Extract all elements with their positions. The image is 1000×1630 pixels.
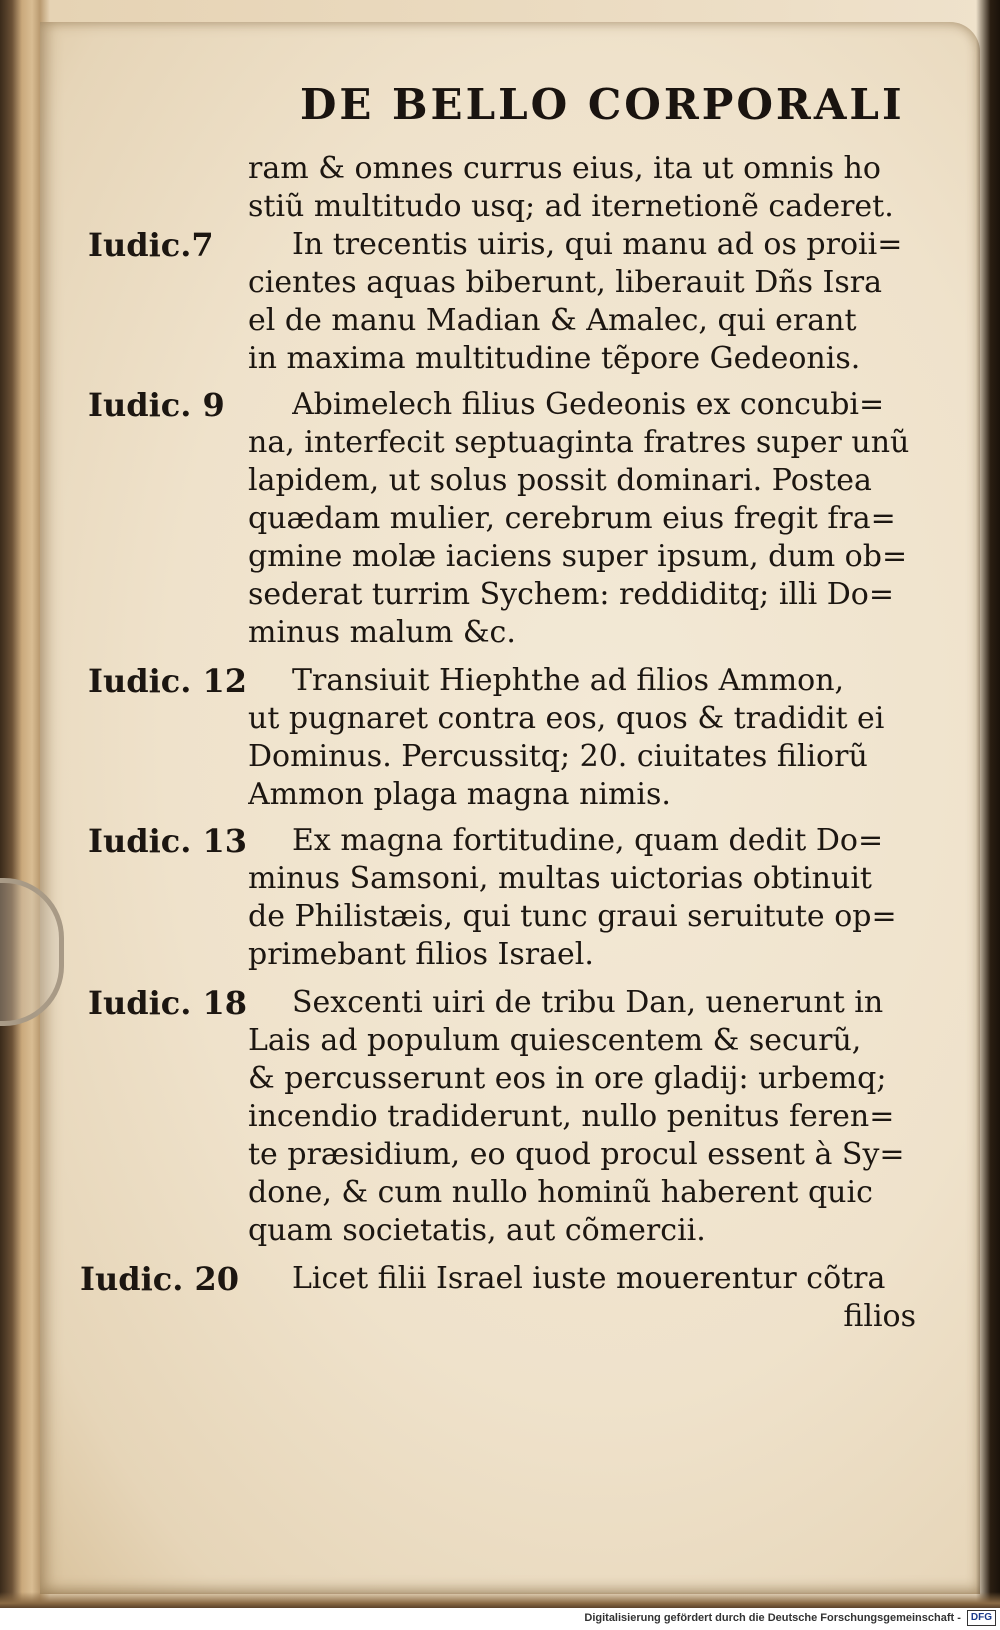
text-line: na, interfecit septuaginta fratres super unũ	[248, 425, 910, 460]
text-line: te præsidium, eo quod procul essent à Sy=	[248, 1137, 905, 1172]
text-line: de Philistæis, qui tunc graui seruitute op=	[248, 899, 897, 934]
margin-reference: Iudic. 12	[88, 662, 248, 700]
running-head: DE BELLO CORPORALI	[300, 80, 905, 129]
credit-text: Digitalisierung gefördert durch die Deutsche Forschungsgemeinschaft -	[584, 1612, 961, 1624]
catchword: filios	[843, 1299, 916, 1334]
text-line: stiũ multitudo usq; ad iternetionẽ caderet.	[248, 189, 894, 224]
text-line: Transiuit Hiephthe ad filios Ammon,	[292, 663, 845, 698]
page-edge-right	[976, 0, 1000, 1608]
text-line: quædam mulier, cerebrum eius fregit fra=	[248, 501, 896, 536]
text-line: Licet filii Israel iuste mouerentur cõtra	[292, 1261, 886, 1296]
text-line: gmine molæ iaciens super ipsum, dum ob=	[248, 539, 908, 574]
text-line: in maxima multitudine tẽpore Gedeonis.	[248, 341, 861, 376]
text-line: cientes aquas biberunt, liberauit Dñs Isra	[248, 265, 882, 300]
text-line: Dominus. Percussitq; 20. ciuitates filiorũ	[248, 739, 868, 774]
text-line: quam societatis, aut cõmercii.	[248, 1213, 706, 1248]
digitization-credit	[584, 1608, 996, 1628]
text-line: done, & cum nullo hominũ haberent quic	[248, 1175, 873, 1210]
text-line: el de manu Madian & Amalec, qui erant	[248, 303, 857, 338]
text-line: lapidem, ut solus possit dominari. Postea	[248, 463, 872, 498]
margin-reference: Iudic.7	[88, 226, 214, 264]
margin-reference: Iudic. 9	[88, 386, 225, 424]
text-line: Ex magna fortitudine, quam dedit Do=	[292, 823, 884, 858]
dfg-logo: DFG	[967, 1610, 996, 1626]
text-line: Sexcenti uiri de tribu Dan, uenerunt in	[292, 985, 884, 1020]
text-line: ram & omnes currus eius, ita ut omnis ho	[248, 151, 881, 186]
text-line: minus malum &c.	[248, 615, 516, 650]
text-line: primebant filios Israel.	[248, 937, 594, 972]
text-line: minus Samsoni, multas uictorias obtinuit	[248, 861, 872, 896]
text-line: In trecentis uiris, qui manu ad os proii=	[292, 227, 903, 262]
text-line: ut pugnaret contra eos, quos & tradidit ei	[248, 701, 885, 736]
text-line: incendio tradiderunt, nullo penitus feren=	[248, 1099, 895, 1134]
margin-reference: Iudic. 20	[80, 1260, 240, 1298]
margin-reference: Iudic. 13	[88, 822, 248, 860]
text-line: Abimelech filius Gedeonis ex concubi=	[292, 387, 885, 422]
text-line: Lais ad populum quiescentem & securũ,	[248, 1023, 862, 1058]
text-line: & percusserunt eos in ore gladij: urbemq;	[248, 1061, 887, 1096]
margin-reference: Iudic. 18	[88, 984, 248, 1022]
text-line: sederat turrim Sychem: reddiditq; illi Do=	[248, 577, 894, 612]
page-edge-bottom	[0, 1592, 1000, 1608]
text-line: Ammon plaga magna nimis.	[248, 777, 671, 812]
